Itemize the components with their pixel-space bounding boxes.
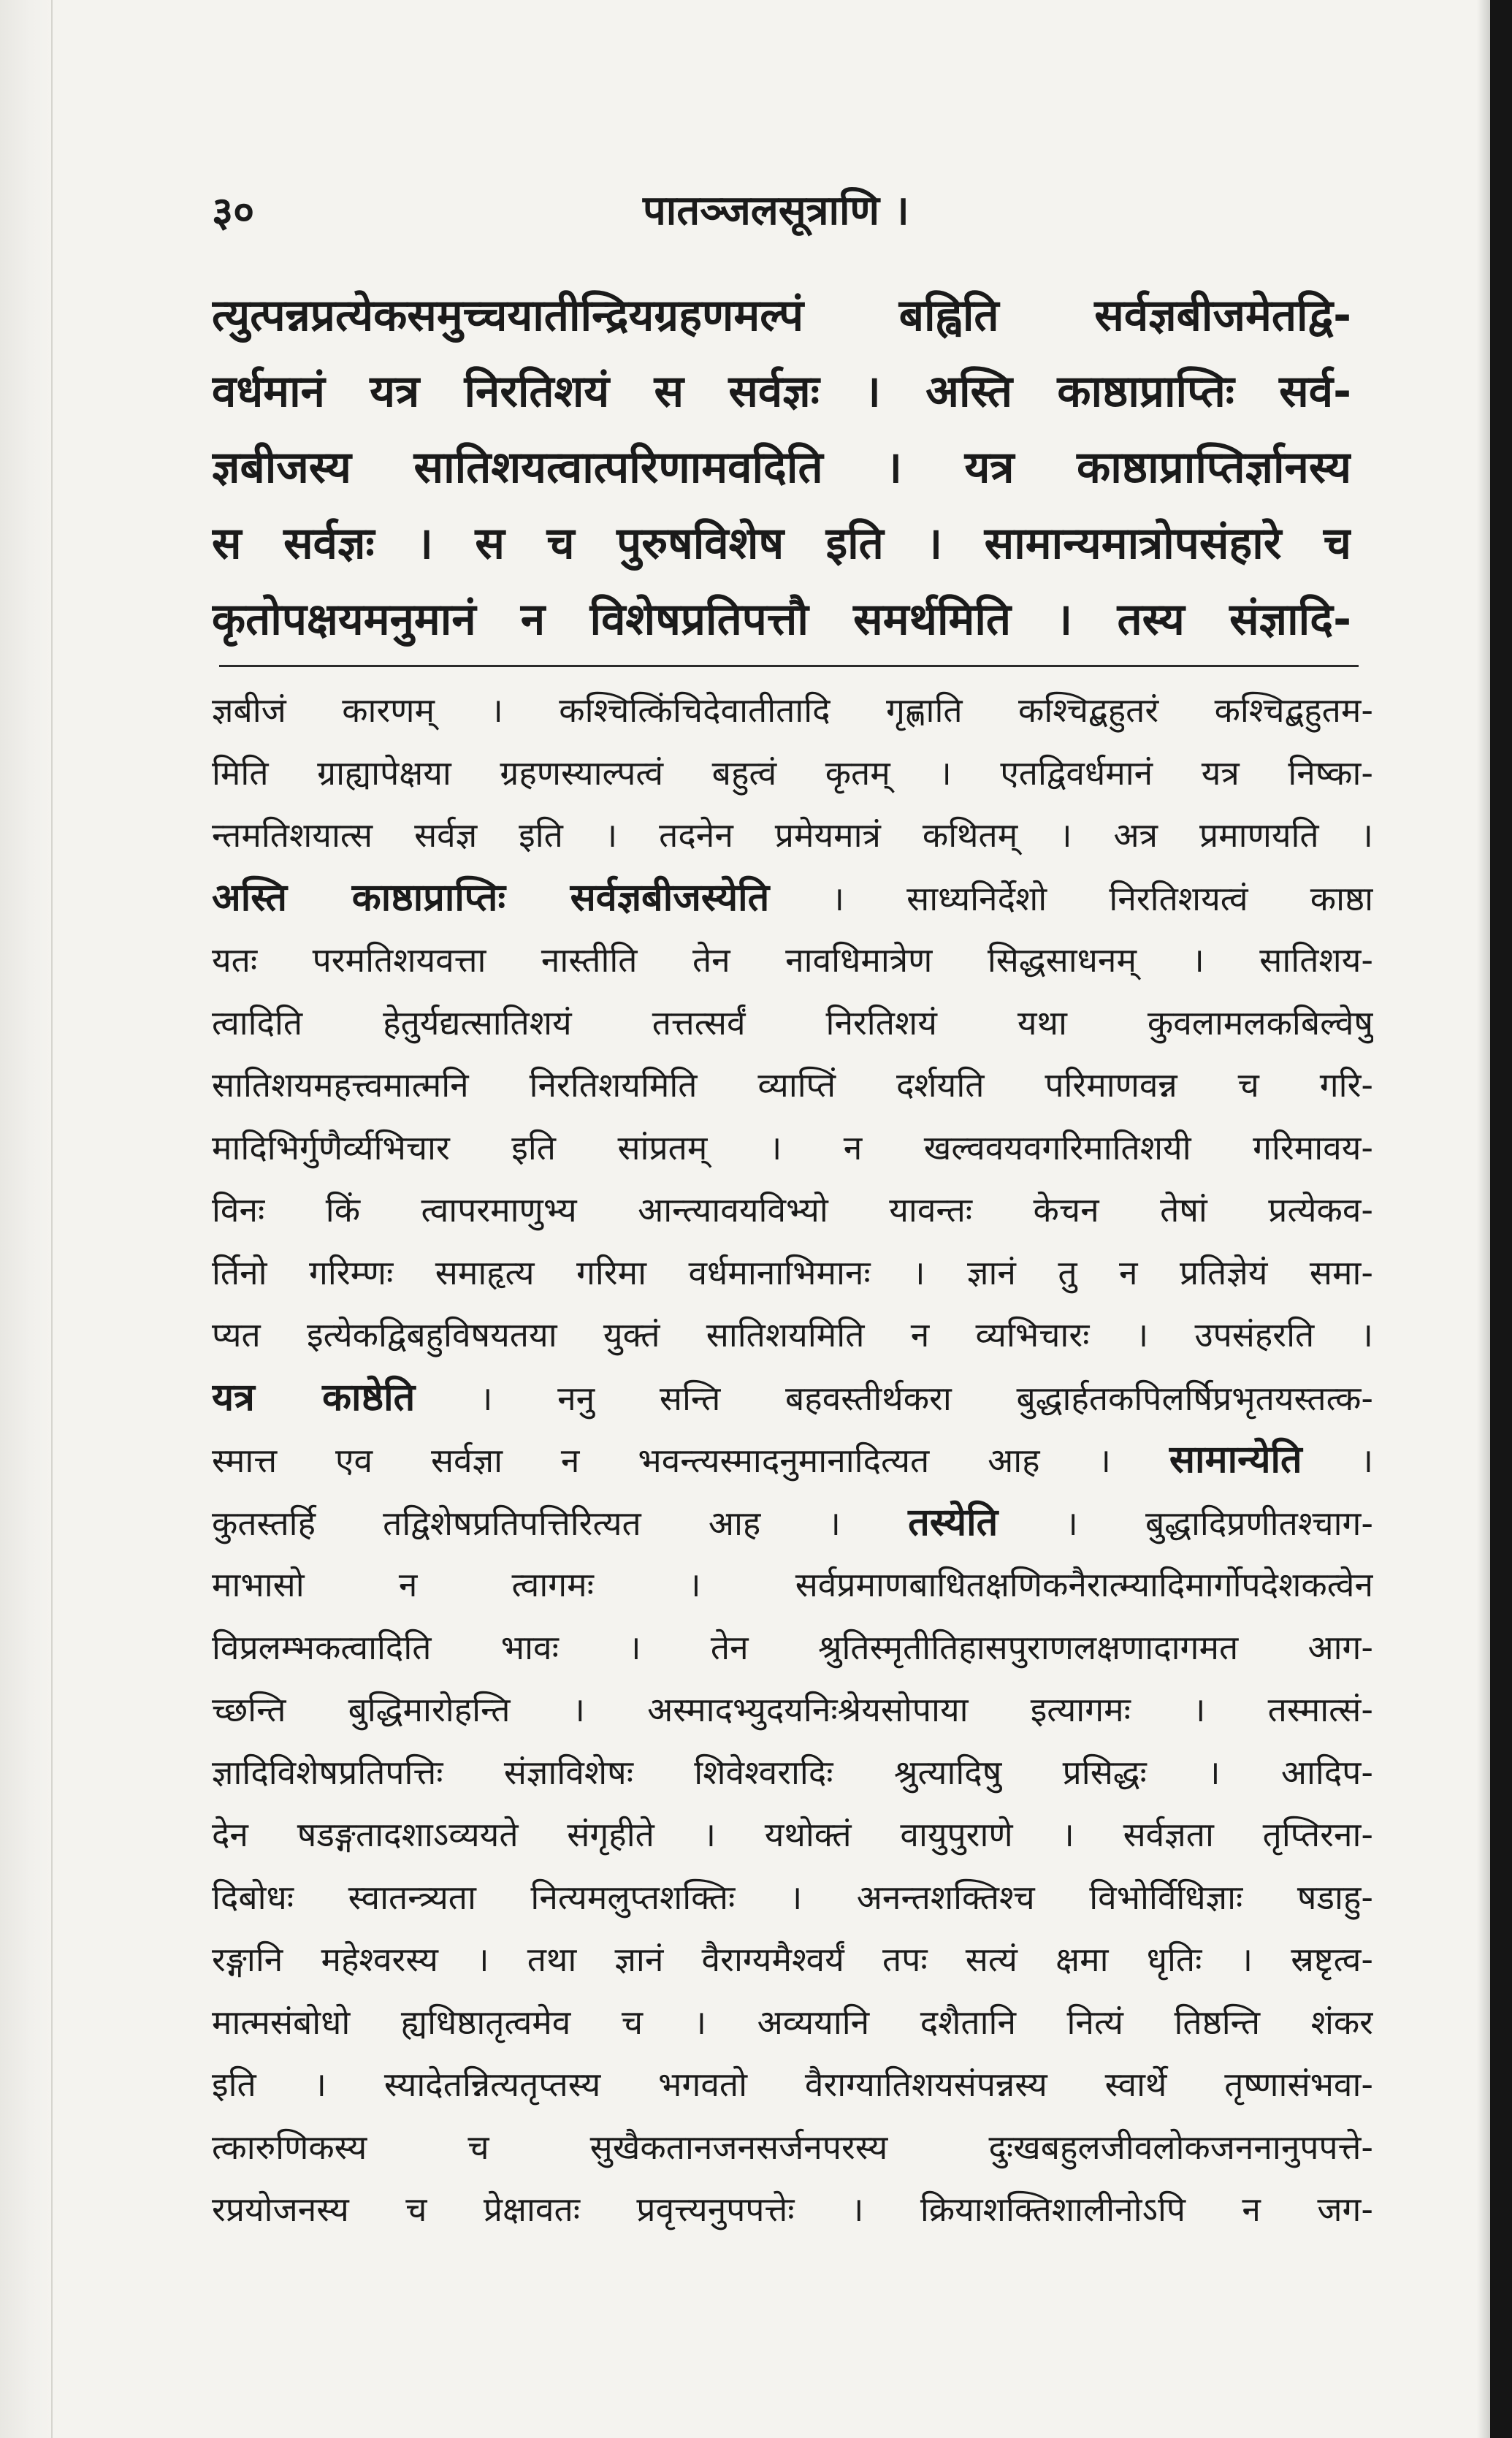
- page-left-margin: [0, 0, 53, 2438]
- commentary-line: [212, 867, 1373, 930]
- commentary-text-span: ।: [1302, 1441, 1373, 1480]
- commentary-text-span: स्मात्त एव सर्वज्ञा न भवन्त्यस्मादनुमानादित्यत आह ।: [212, 1441, 1169, 1480]
- commentary-line: प्यत इत्येकद्विबहुविषयतया युक्तं सातिशयमिति न व्यभिचारः । उपसंहरति ।: [212, 1315, 1373, 1355]
- commentary-line: मात्मसंबोधो ह्यधिष्ठातृत्वमेव च । अव्ययानि दशैतानि नित्यं तिष्ठन्ति शंकर: [212, 2002, 1373, 2042]
- commentary-line: त्कारुणिकस्य च सुखैकतानजनसर्जनपरस्य दुःखबहुलजीवलोकजननानुपपत्ते-: [212, 2127, 1373, 2167]
- commentary-line: त्वादिति हेतुर्यद्यत्सातिशयं तत्तत्सर्वं निरतिशयं यथा कुवलामलकबिल्वेषु: [212, 1002, 1373, 1043]
- sutra-quote: सामान्येति: [1169, 1438, 1302, 1482]
- sutra-line: ज्ञबीजस्य सातिशयत्वात्परिणामवदिति । यत्र काष्ठाप्राप्तिर्ज्ञानस्य: [212, 442, 1351, 493]
- commentary-line: ज्ञबीजं कारणम् । कश्चित्किंचिदेवातीतादि गृह्णाति कश्चिद्बहुतरं कश्चिद्बहुतम-: [212, 690, 1373, 730]
- section-divider: [219, 665, 1359, 667]
- commentary-line: [212, 1492, 1373, 1555]
- sutra-quote: अस्ति काष्ठाप्राप्तिः सर्वज्ञबीजस्येति: [212, 875, 770, 920]
- commentary-line: विप्रलम्भकत्वादिति भावः । तेन श्रुतिस्मृतीतिहासपुराणलक्षणादागमत आग-: [212, 1627, 1373, 1667]
- commentary-line: देन षडङ्गतादशाऽव्ययते संगृहीते । यथोक्तं वायुपुराणे । सर्वज्ञता तृप्तिरना-: [212, 1815, 1373, 1854]
- page-right-shadow: [1477, 0, 1490, 2438]
- commentary-line: [212, 1429, 1373, 1492]
- commentary-line: ज्ञादिविशेषप्रतिपत्तिः संज्ञाविशेषः शिवेश्वरादिः श्रुत्यादिषु प्रसिद्धः । आदिप-: [212, 1752, 1373, 1792]
- page-number: ३०: [212, 188, 255, 236]
- commentary-line: मादिभिर्गुणैर्व्यभिचार इति सांप्रतम् । न खल्ववयवगरिमातिशयी गरिमावय-: [212, 1127, 1373, 1167]
- sutra-line: कृतोपक्षयमनुमानं न विशेषप्रतिपत्तौ समर्थमिति । तस्य संज्ञादि-: [212, 594, 1351, 645]
- commentary-line: माभासो न त्वागमः । सर्वप्रमाणबाधितक्षणिकनैरात्म्यादिमार्गोपदेशकत्वेन: [212, 1565, 1373, 1604]
- commentary-line: विनः किं त्वापरमाणुभ्य आन्त्यावयविभ्यो यावन्तः केचन तेषां प्रत्येकव-: [212, 1190, 1373, 1230]
- commentary-line: यतः परमतिशयवत्ता नास्तीति तेन नावधिमात्रेण सिद्धसाधनम् । सातिशय-: [212, 940, 1373, 980]
- commentary-line: दिबोधः स्वातन्त्र्यता नित्यमलुप्तशक्तिः । अनन्तशक्तिश्च विभोर्विधिज्ञाः षडाहु-: [212, 1877, 1373, 1917]
- commentary-line: न्तमतिशयात्स सर्वज्ञ इति । तदनेन प्रमेयमात्रं कथितम् । अत्र प्रमाणयति ।: [212, 815, 1373, 855]
- commentary-text-span: । बुद्धादिप्रणीतश्चाग-: [998, 1503, 1373, 1543]
- scan-border: [1490, 0, 1512, 2438]
- sutra-line: स सर्वज्ञः । स च पुरुषविशेष इति । सामान्यमात्रोपसंहारे च: [212, 518, 1351, 569]
- commentary-text: [212, 679, 1373, 2241]
- sutra-text: [212, 278, 1351, 658]
- commentary-line: च्छन्ति बुद्धिमारोहन्ति । अस्मादभ्युदयनिःश्रेयसोपाया इत्यागमः । तस्मात्सं-: [212, 1690, 1373, 1729]
- running-title: पातञ्जलसूत्राणि ।: [643, 187, 909, 235]
- sutra-quote: तस्येति: [908, 1500, 999, 1544]
- sutra-quote: यत्र काष्ठेति: [212, 1375, 416, 1420]
- commentary-line: [212, 1367, 1373, 1430]
- commentary-text-span: । ननु सन्ति बहवस्तीर्थकरा बुद्धार्हतकपिलर्षिप्रभृतयस्तत्क-: [415, 1378, 1373, 1418]
- commentary-line: रप्रयोजनस्य च प्रेक्षावतः प्रवृत्त्यनुपपत्तेः । क्रियाशक्तिशालीनोऽपि न जग-: [212, 2190, 1373, 2229]
- commentary-line: र्तिनो गरिम्णः समाहृत्य गरिमा वर्धमानाभिमानः । ज्ञानं तु न प्रतिज्ञेयं समा-: [212, 1252, 1373, 1292]
- commentary-line: मिति ग्राह्यापेक्षया ग्रहणस्याल्पत्वं बहुत्वं कृतम् । एतद्विवर्धमानं यत्र निष्का-: [212, 753, 1373, 793]
- sutra-line: वर्धमानं यत्र निरतिशयं स सर्वज्ञः । अस्ति काष्ठाप्राप्तिः सर्व-: [212, 366, 1351, 417]
- commentary-text-span: । साध्यनिर्देशो निरतिशयत्वं काष्ठा: [769, 878, 1373, 918]
- commentary-line: सातिशयमहत्त्वमात्मनि निरतिशयमिति व्याप्तिं दर्शयति परिमाणवन्न च गरि-: [212, 1065, 1373, 1105]
- sutra-line: त्युत्पन्नप्रत्येकसमुच्चयातीन्द्रियग्रहणमल्पं बह्विति सर्वज्ञबीजमेतद्वि-: [212, 290, 1351, 341]
- commentary-line: रङ्गानि महेश्वरस्य । तथा ज्ञानं वैराग्यमैश्वर्यं तपः सत्यं क्षमा धृतिः । स्रष्टृत्व-: [212, 1940, 1373, 1979]
- commentary-text-span: कुतस्तर्हि तद्विशेषप्रतिपत्तिरित्यत आह ।: [212, 1503, 909, 1543]
- commentary-line: इति । स्यादेतन्नित्यतृप्तस्य भगवतो वैराग्यातिशयसंपन्नस्य स्वार्थे तृष्णासंभवा-: [212, 2065, 1373, 2104]
- page-header: [212, 175, 1351, 248]
